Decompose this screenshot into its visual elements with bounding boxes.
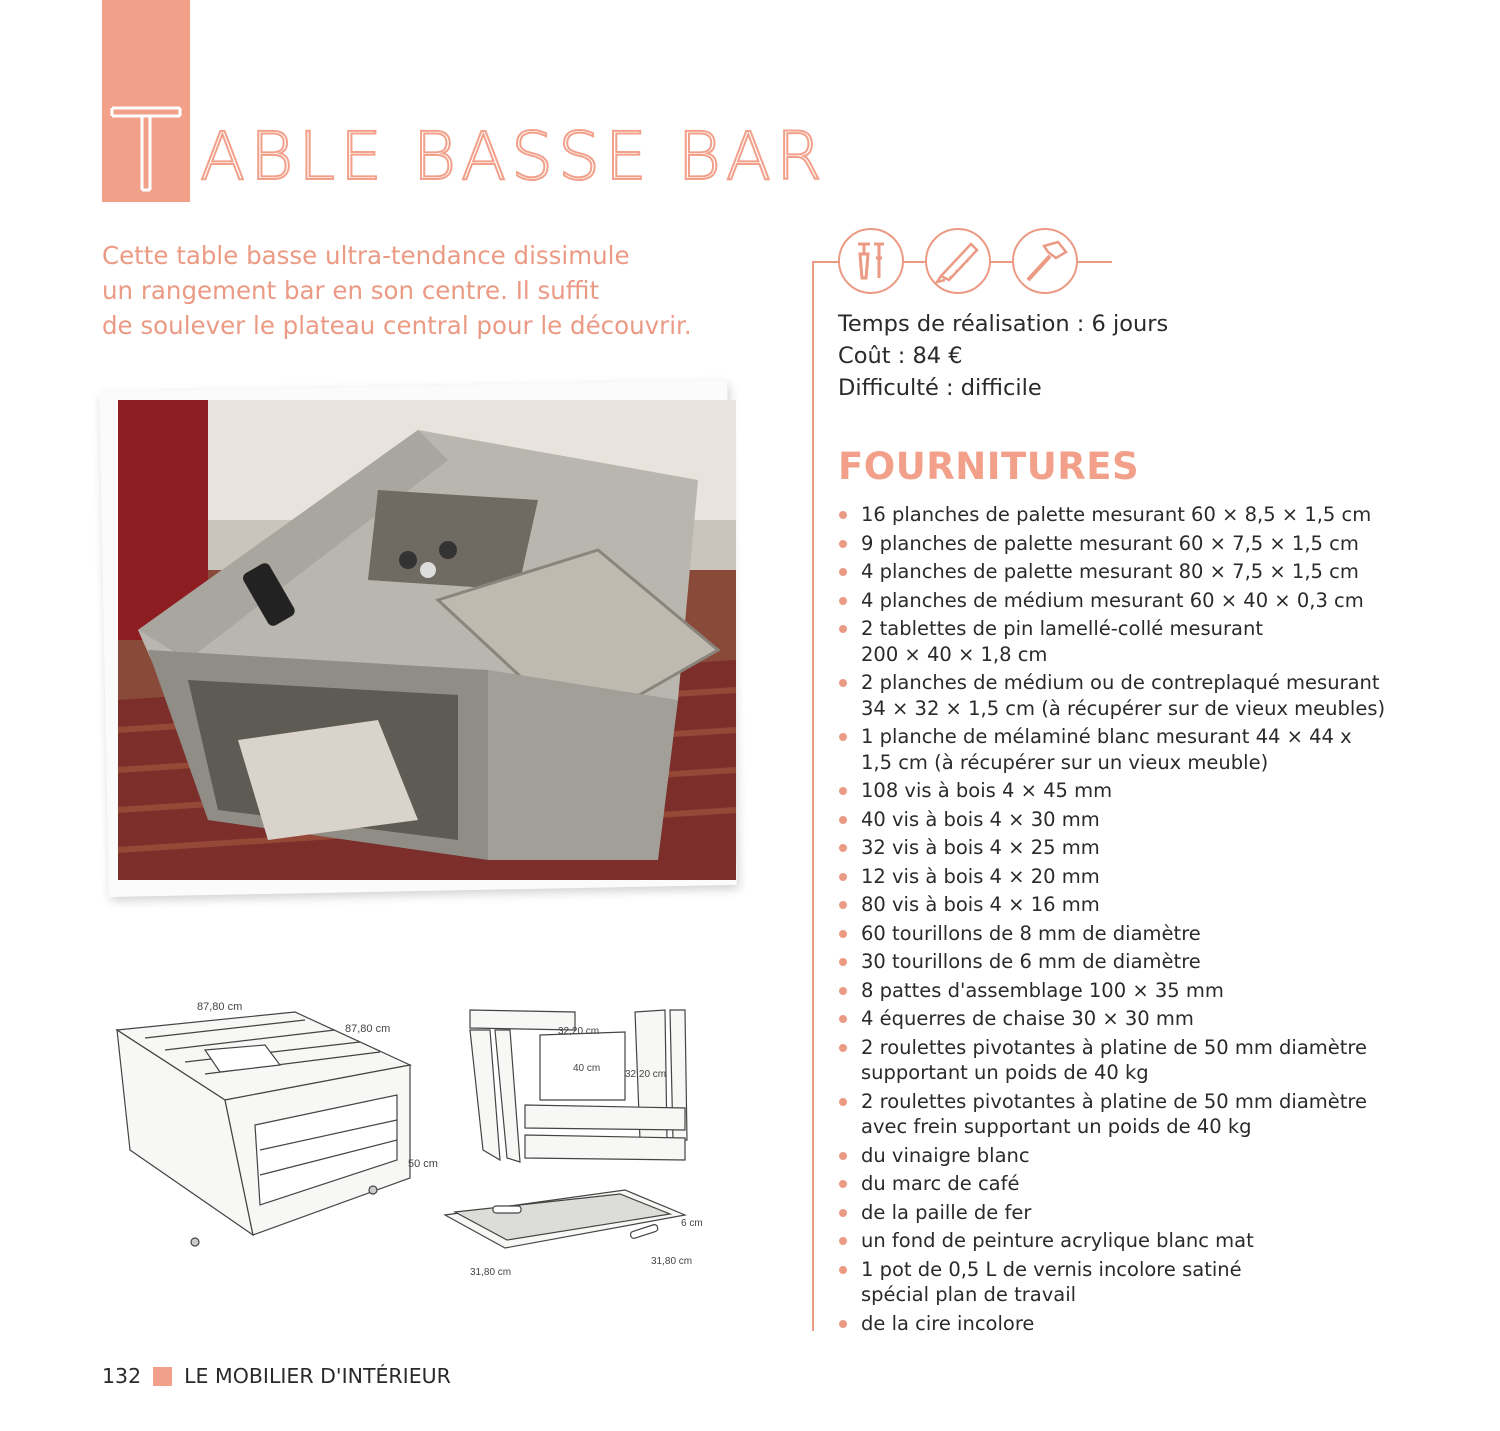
- saw-icon: [925, 228, 991, 294]
- supply-item-line: du marc de café: [861, 1172, 1020, 1195]
- supply-item-line: 4 planches de médium mesurant 60 × 40 × 0,3 cm: [861, 588, 1364, 612]
- supply-item-line: de la paille de fer: [861, 1200, 1032, 1224]
- table-depth-label: 87,80 cm: [345, 1023, 391, 1035]
- supply-item: [838, 949, 1458, 975]
- tools-icon: [838, 228, 904, 294]
- supply-item-line: 60 tourillons de 8 mm de diamètre: [861, 921, 1201, 945]
- supply-item-line: du vinaigre blanc: [861, 1143, 1030, 1167]
- bar-depth-label: 32,20 cm: [625, 1069, 667, 1080]
- supply-item-line: 1 pot de 0,5 L de vernis incolore satiné: [861, 1257, 1242, 1281]
- supplies-heading: FOURNITURES: [838, 445, 1140, 488]
- supply-item-line: supportant un poids de 40 kg: [861, 1061, 1149, 1084]
- supply-item: [838, 864, 1458, 890]
- cost: Coût : 84 €: [838, 343, 963, 369]
- hammer-icon: [1012, 228, 1078, 294]
- supply-item-line: 80 vis à bois 4 × 16 mm: [861, 893, 1100, 916]
- difficulty: Difficulté : difficile: [838, 375, 1042, 401]
- time-required: Temps de réalisation : 6 jours: [838, 311, 1169, 337]
- supply-item-line: 2 tablettes de pin lamellé-collé mesurant: [861, 617, 1263, 640]
- supply-item: [838, 1171, 1458, 1197]
- page-title: ABLE BASSE BAR: [200, 118, 827, 195]
- supply-item: [838, 978, 1458, 1004]
- supply-item: [838, 892, 1458, 918]
- supply-item-line: avec frein supportant un poids de 40 kg: [861, 1115, 1252, 1138]
- assembly-plans: [105, 990, 705, 1278]
- supply-item: [838, 1200, 1458, 1226]
- tray-height-label: 6 cm: [681, 1218, 703, 1229]
- supply-item: [838, 531, 1458, 557]
- supply-item-line: 2 roulettes pivotantes à platine de 50 mm diamètre: [861, 1089, 1368, 1113]
- table-width-label: 87,80 cm: [197, 1001, 243, 1013]
- supply-item: [838, 559, 1458, 585]
- supply-item: [838, 778, 1458, 804]
- intro-line: de soulever le plateau central pour le découvrir.: [102, 311, 692, 340]
- table-height-label: 50 cm: [408, 1158, 438, 1170]
- supply-item: [838, 1143, 1458, 1169]
- supply-item: [838, 807, 1458, 833]
- intro-paragraph: [102, 238, 762, 343]
- footer-square-marker: [153, 1367, 172, 1386]
- supply-item: [838, 1257, 1458, 1308]
- tray-plan: [445, 1190, 685, 1248]
- supply-item: [838, 588, 1458, 614]
- supply-item-line: spécial plan de travail: [861, 1283, 1077, 1306]
- supply-item: [838, 1006, 1458, 1032]
- supply-item: [838, 1228, 1458, 1254]
- bar-width-label: 32,20 cm: [558, 1026, 600, 1037]
- tray-width-label: 31,80 cm: [470, 1267, 512, 1278]
- supply-item-line: 200 × 40 × 1,8 cm: [861, 642, 1048, 666]
- page-number: 132: [102, 1364, 142, 1388]
- supply-item-line: 4 équerres de chaise 30 × 30 mm: [861, 1007, 1194, 1030]
- intro-line: un rangement bar en son centre. Il suffit: [102, 276, 600, 305]
- supply-item-line: 8 pattes d'assemblage 100 × 35 mm: [861, 978, 1224, 1002]
- supply-item-line: 16 planches de palette mesurant 60 × 8,5 × 1,5 cm: [861, 503, 1372, 526]
- supply-item-line: 1,5 cm (à récupérer sur un vieux meuble): [861, 750, 1269, 774]
- title-initial-letter: [102, 92, 190, 202]
- page-footer: [102, 1362, 451, 1390]
- supplies-list: [838, 502, 1458, 1339]
- project-meta: [838, 308, 1168, 404]
- supply-item-line: 2 planches de médium ou de contreplaqué mesurant: [861, 671, 1380, 694]
- supply-item-line: 30 tourillons de 6 mm de diamètre: [861, 950, 1201, 973]
- supply-item-line: 4 planches de palette mesurant 80 × 7,5 × 1,5 cm: [861, 560, 1359, 583]
- supply-item: [838, 1035, 1458, 1086]
- supply-item: [838, 921, 1458, 947]
- supply-item: [838, 724, 1458, 775]
- supply-item-line: 9 planches de palette mesurant 60 × 7,5 × 1,5 cm: [861, 531, 1359, 555]
- supply-item: [838, 1089, 1458, 1140]
- supply-item-line: 40 vis à bois 4 × 30 mm: [861, 807, 1100, 831]
- section-name: LE MOBILIER D'INTÉRIEUR: [184, 1364, 451, 1388]
- info-rule-vertical: [812, 261, 814, 1331]
- supply-item: [838, 502, 1458, 528]
- supply-item: [838, 616, 1458, 667]
- supply-item-line: 108 vis à bois 4 × 45 mm: [861, 779, 1113, 802]
- supply-item: [838, 670, 1458, 721]
- coffee-table-photo: [118, 400, 736, 880]
- supply-item-line: 1 planche de mélaminé blanc mesurant 44 × 44 x: [861, 725, 1352, 748]
- bar-height-label: 40 cm: [573, 1063, 601, 1074]
- supply-item-line: 32 vis à bois 4 × 25 mm: [861, 836, 1100, 859]
- supply-item: [838, 835, 1458, 861]
- supply-item-line: 12 vis à bois 4 × 20 mm: [861, 864, 1100, 888]
- intro-line: Cette table basse ultra-tendance dissimule: [102, 241, 630, 270]
- table-plan: [117, 1012, 410, 1246]
- tray-depth-label: 31,80 cm: [651, 1256, 693, 1267]
- supply-item-line: un fond de peinture acrylique blanc mat: [861, 1229, 1254, 1252]
- supply-item-line: de la cire incolore: [861, 1311, 1035, 1335]
- supply-item: [838, 1311, 1458, 1337]
- supply-item-line: 2 roulettes pivotantes à platine de 50 mm diamètre: [861, 1035, 1368, 1059]
- supply-item-line: 34 × 32 × 1,5 cm (à récupérer sur de vieux meubles): [861, 696, 1386, 720]
